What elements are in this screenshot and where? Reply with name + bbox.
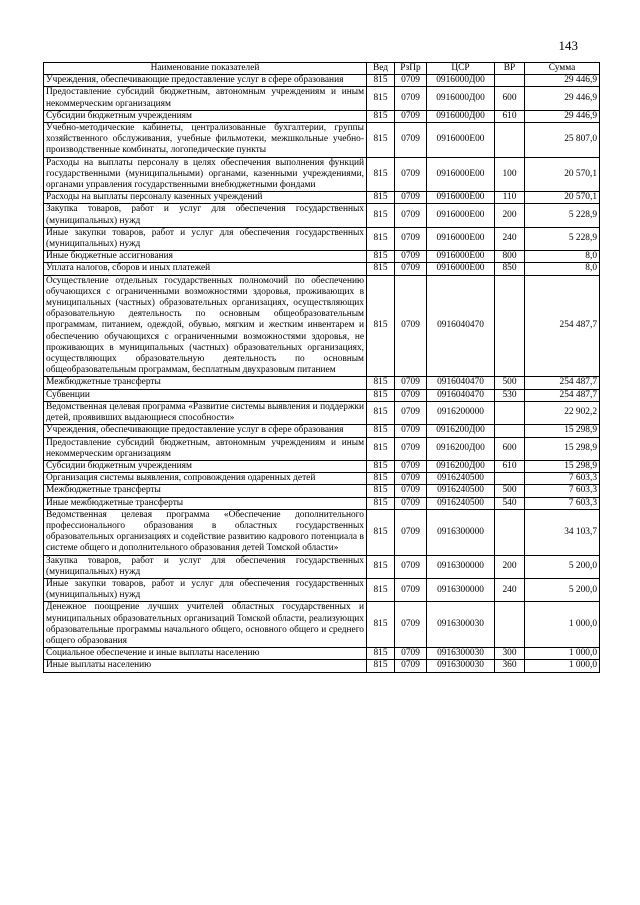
row-name: Денежное поощрение лучших учителей областных государственных и муниципальных образовательных организаций Томской области, реализующих образовательные программы начального общего, основного общего и среднего общего образования [44, 602, 367, 648]
row-vr [495, 401, 525, 424]
row-rzpr: 0709 [395, 123, 427, 158]
row-csr: 0916000Е00 [427, 123, 495, 158]
page-number: 143 [558, 38, 578, 53]
row-sum: 25 807,0 [525, 123, 600, 158]
row-ved: 815 [367, 110, 395, 122]
row-vr: 850 [495, 263, 525, 275]
row-csr: 0916300030 [427, 602, 495, 648]
row-csr: 0916300030 [427, 660, 495, 672]
row-rzpr: 0709 [395, 87, 427, 110]
row-sum: 5 200,0 [525, 555, 600, 578]
row-ved: 815 [367, 275, 395, 377]
table-row [44, 87, 600, 110]
row-ved: 815 [367, 648, 395, 660]
header-name: Наименование показателей [44, 63, 367, 75]
row-vr: 500 [495, 377, 525, 389]
row-csr: 0916000Е00 [427, 157, 495, 192]
row-rzpr: 0709 [395, 377, 427, 389]
row-rzpr: 0709 [395, 497, 427, 509]
row-sum: 15 298,9 [525, 437, 600, 460]
row-vr [495, 509, 525, 555]
row-sum: 29 446,9 [525, 110, 600, 122]
row-sum: 5 200,0 [525, 578, 600, 601]
row-vr: 240 [495, 227, 525, 250]
row-vr: 610 [495, 110, 525, 122]
row-rzpr: 0709 [395, 425, 427, 437]
row-ved: 815 [367, 204, 395, 227]
row-name: Иные бюджетные ассигнования [44, 251, 367, 263]
row-ved: 815 [367, 460, 395, 472]
row-csr: 0916000Е00 [427, 263, 495, 275]
row-vr: 530 [495, 389, 525, 401]
row-name: Предоставление субсидий бюджетным, автономным учреждениям и иным некоммерческим организациям [44, 87, 367, 110]
row-csr: 0916200000 [427, 401, 495, 424]
header-rzpr: РзПр [395, 63, 427, 75]
row-csr: 0916300000 [427, 509, 495, 555]
row-sum: 1 000,0 [525, 602, 600, 648]
table-row [44, 401, 600, 424]
row-name: Расходы на выплаты персоналу казенных учреждений [44, 192, 367, 204]
table-row [44, 437, 600, 460]
row-name: Учреждения, обеспечивающие предоставление услуг в сфере образования [44, 425, 367, 437]
row-csr: 0916040470 [427, 389, 495, 401]
row-sum: 22 902,2 [525, 401, 600, 424]
row-rzpr: 0709 [395, 251, 427, 263]
row-rzpr: 0709 [395, 485, 427, 497]
row-ved: 815 [367, 75, 395, 87]
row-vr: 610 [495, 460, 525, 472]
row-rzpr: 0709 [395, 555, 427, 578]
row-rzpr: 0709 [395, 460, 427, 472]
row-sum: 5 228,9 [525, 204, 600, 227]
row-name: Закупка товаров, работ и услуг для обеспечения государственных (муниципальных) нужд [44, 555, 367, 578]
row-rzpr: 0709 [395, 75, 427, 87]
table-row [44, 263, 600, 275]
row-name: Межбюджетные трансферты [44, 485, 367, 497]
row-rzpr: 0709 [395, 227, 427, 250]
row-csr: 0916040470 [427, 275, 495, 377]
row-ved: 815 [367, 602, 395, 648]
row-rzpr: 0709 [395, 263, 427, 275]
row-name: Межбюджетные трансферты [44, 377, 367, 389]
row-rzpr: 0709 [395, 437, 427, 460]
header-vr: ВР [495, 63, 525, 75]
row-csr: 0916000Е00 [427, 204, 495, 227]
row-rzpr: 0709 [395, 473, 427, 485]
row-csr: 0916240500 [427, 473, 495, 485]
table-row [44, 602, 600, 648]
table-row [44, 377, 600, 389]
row-name: Субсидии бюджетным учреждениям [44, 460, 367, 472]
table-row [44, 227, 600, 250]
row-csr: 0916200Д00 [427, 425, 495, 437]
row-vr: 600 [495, 437, 525, 460]
table-row [44, 123, 600, 158]
row-vr: 240 [495, 578, 525, 601]
row-name: Иные закупки товаров, работ и услуг для обеспечения государственных (муниципальных) нужд [44, 578, 367, 601]
row-ved: 815 [367, 509, 395, 555]
table-row [44, 578, 600, 601]
row-vr: 300 [495, 648, 525, 660]
row-vr: 360 [495, 660, 525, 672]
row-ved: 815 [367, 437, 395, 460]
row-vr: 800 [495, 251, 525, 263]
row-rzpr: 0709 [395, 660, 427, 672]
row-sum: 7 603,3 [525, 485, 600, 497]
row-csr: 0916200Д00 [427, 437, 495, 460]
table-body [44, 75, 600, 672]
row-rzpr: 0709 [395, 275, 427, 377]
row-name: Ведомственная целевая программа «Развитие системы выявления и поддержки детей, проявивших выдающиеся способности» [44, 401, 367, 424]
row-name: Иные закупки товаров, работ и услуг для обеспечения государственных (муниципальных) нужд [44, 227, 367, 250]
row-sum: 5 228,9 [525, 227, 600, 250]
row-vr: 600 [495, 87, 525, 110]
row-rzpr: 0709 [395, 157, 427, 192]
row-sum: 1 000,0 [525, 660, 600, 672]
row-name: Субвенции [44, 389, 367, 401]
row-sum: 15 298,9 [525, 425, 600, 437]
row-csr: 0916300030 [427, 648, 495, 660]
row-sum: 34 103,7 [525, 509, 600, 555]
table-row [44, 460, 600, 472]
table-row [44, 251, 600, 263]
row-rzpr: 0709 [395, 110, 427, 122]
row-csr: 0916000Д00 [427, 87, 495, 110]
row-csr: 0916040470 [427, 377, 495, 389]
row-sum: 29 446,9 [525, 75, 600, 87]
row-csr: 0916300000 [427, 578, 495, 601]
row-rzpr: 0709 [395, 192, 427, 204]
row-ved: 815 [367, 425, 395, 437]
row-ved: 815 [367, 251, 395, 263]
row-sum: 29 446,9 [525, 87, 600, 110]
row-sum: 15 298,9 [525, 460, 600, 472]
row-rzpr: 0709 [395, 401, 427, 424]
row-ved: 815 [367, 123, 395, 158]
table-row [44, 648, 600, 660]
row-sum: 254 487,7 [525, 377, 600, 389]
table-row [44, 555, 600, 578]
row-name: Социальное обеспечение и иные выплаты населению [44, 648, 367, 660]
row-vr [495, 473, 525, 485]
row-csr: 0916000Е00 [427, 251, 495, 263]
row-name: Ведомственная целевая программа «Обеспечение дополнительного профессионального образования в областных государственных образовательных организациях и содействие развитию кадрового потенциала в системе общего и дополнительного образования детей Томской области» [44, 509, 367, 555]
row-name: Учреждения, обеспечивающие предоставление услуг в сфере образования [44, 75, 367, 87]
row-name: Осуществление отдельных государственных полномочий по обеспечению обучающихся с ограниченными возможностями здоровья, проживающих в муниципальных (частных) образовательных организациях, осуществляющих образовательную деятельность по основным общеобразовательным программам, питанием, одеждой, обувью, мягким и жестким инвентарем и обеспечению обучающихся с ограниченными возможностями здоровья, не проживающих в муниципальных (частных) образовательных организациях, осуществляющих образовательную деятельность по основным общеобразовательным программам, бесплатным двухразовым питанием [44, 275, 367, 377]
row-sum: 20 570,1 [525, 192, 600, 204]
row-ved: 815 [367, 555, 395, 578]
row-rzpr: 0709 [395, 204, 427, 227]
row-sum: 8,0 [525, 251, 600, 263]
row-name: Уплата налогов, сборов и иных платежей [44, 263, 367, 275]
row-csr: 0916000Д00 [427, 75, 495, 87]
row-csr: 0916300000 [427, 555, 495, 578]
header-ved: Вед [367, 63, 395, 75]
row-rzpr: 0709 [395, 578, 427, 601]
row-sum: 7 603,3 [525, 473, 600, 485]
row-vr: 200 [495, 204, 525, 227]
row-vr [495, 275, 525, 377]
header-sum: Сумма [525, 63, 600, 75]
row-sum: 7 603,3 [525, 497, 600, 509]
row-vr: 200 [495, 555, 525, 578]
table-row [44, 485, 600, 497]
row-name: Иные межбюджетные трансферты [44, 497, 367, 509]
row-sum: 254 487,7 [525, 389, 600, 401]
table-row [44, 275, 600, 377]
row-vr [495, 425, 525, 437]
table-row [44, 497, 600, 509]
row-vr [495, 75, 525, 87]
row-name: Субсидии бюджетным учреждениям [44, 110, 367, 122]
row-ved: 815 [367, 485, 395, 497]
row-csr: 0916000Д00 [427, 110, 495, 122]
row-rzpr: 0709 [395, 602, 427, 648]
row-csr: 0916240500 [427, 497, 495, 509]
row-vr [495, 602, 525, 648]
row-ved: 815 [367, 473, 395, 485]
row-name: Организация системы выявления, сопровождения одаренных детей [44, 473, 367, 485]
table-header-row [44, 63, 600, 75]
row-ved: 815 [367, 578, 395, 601]
header-csr: ЦСР [427, 63, 495, 75]
row-rzpr: 0709 [395, 389, 427, 401]
table-row [44, 110, 600, 122]
row-name: Иные выплаты населению [44, 660, 367, 672]
table-row [44, 204, 600, 227]
row-name: Закупка товаров, работ и услуг для обеспечения государственных (муниципальных) нужд [44, 204, 367, 227]
row-ved: 815 [367, 377, 395, 389]
table-row [44, 192, 600, 204]
table-row [44, 660, 600, 672]
row-ved: 815 [367, 263, 395, 275]
table-row [44, 473, 600, 485]
row-sum: 1 000,0 [525, 648, 600, 660]
row-ved: 815 [367, 227, 395, 250]
row-csr: 0916240500 [427, 485, 495, 497]
row-ved: 815 [367, 497, 395, 509]
row-vr [495, 123, 525, 158]
row-csr: 0916000Е00 [427, 192, 495, 204]
row-vr: 540 [495, 497, 525, 509]
row-ved: 815 [367, 660, 395, 672]
row-sum: 8,0 [525, 263, 600, 275]
row-vr: 100 [495, 157, 525, 192]
row-ved: 815 [367, 87, 395, 110]
table-row [44, 157, 600, 192]
row-sum: 254 487,7 [525, 275, 600, 377]
row-ved: 815 [367, 192, 395, 204]
table-row [44, 75, 600, 87]
row-rzpr: 0709 [395, 648, 427, 660]
table-row [44, 389, 600, 401]
row-vr: 110 [495, 192, 525, 204]
row-csr: 0916000Е00 [427, 227, 495, 250]
row-ved: 815 [367, 401, 395, 424]
row-name: Учебно-методические кабинеты, централизованные бухгалтерии, группы хозяйственного обслуживания, учебные фильмотеки, межшкольные учебно-производственные комбинаты, логопедические пункты [44, 123, 367, 158]
table-row [44, 509, 600, 555]
row-csr: 0916200Д00 [427, 460, 495, 472]
row-name: Предоставление субсидий бюджетным, автономным учреждениям и иным некоммерческим организациям [44, 437, 367, 460]
row-name: Расходы на выплаты персоналу в целях обеспечения выполнения функций государственными (муниципальными) органами, казенными учреждениями, органами управления государственными внебюджетными фондами [44, 157, 367, 192]
row-ved: 815 [367, 389, 395, 401]
row-ved: 815 [367, 157, 395, 192]
row-vr: 500 [495, 485, 525, 497]
row-rzpr: 0709 [395, 509, 427, 555]
row-sum: 20 570,1 [525, 157, 600, 192]
budget-table [43, 62, 600, 673]
table-row [44, 425, 600, 437]
